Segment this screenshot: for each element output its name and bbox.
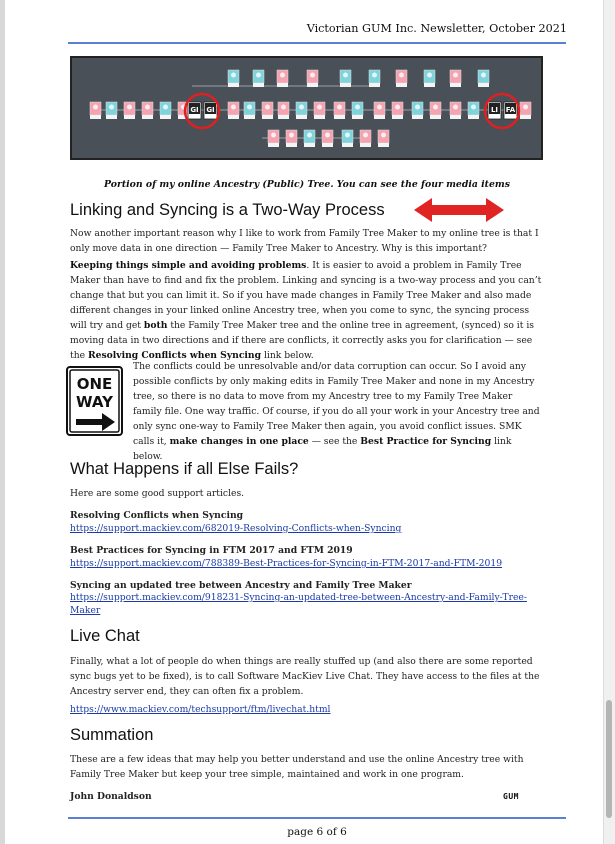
section-heading-fails: What Happens if all Else Fails? <box>70 460 299 478</box>
section-heading-linking: Linking and Syncing is a Two-Way Process <box>70 201 385 219</box>
person-card <box>334 102 345 119</box>
person-card <box>278 102 289 119</box>
ancestry-tree-figure <box>70 56 543 160</box>
person-card <box>430 102 441 119</box>
person-card <box>262 102 273 119</box>
article-link-3[interactable]: https://support.mackiev.com/918231-Syncing-an-updated-tree-between-Ancestry-and-Family-Tree-Maker <box>70 592 527 616</box>
person-card <box>160 102 171 119</box>
paragraph-keeping-simple <box>70 258 544 363</box>
live-chat-link[interactable]: https://www.mackiev.com/techsupport/ftm/livechat.html <box>70 704 331 715</box>
person-card <box>424 70 435 87</box>
person-card <box>378 130 389 147</box>
media-item <box>188 102 201 119</box>
person-card <box>268 130 279 147</box>
two-way-arrow-icon <box>414 197 504 223</box>
paragraph-summation: These are a few ideas that may help you better understand and use the online Ancestry tree with Family Tree Maker but keep your tree simple, maintained and work in one program. <box>70 754 524 780</box>
text-span: . It is easier to avoid a problem in Family Tree Maker than have to find and fix the problem. Linking and syncing is a two-way process and you can’t change that but you can limit it. So if you have made changes in Family Tree Maker and also made different changes in your linked online Ancestry tree, when you come to sync, the syncing process will try and get <box>70 260 542 331</box>
section-heading-summation: Summation <box>70 726 154 744</box>
media-item <box>488 102 501 119</box>
page-number: page 6 of 6 <box>287 826 347 838</box>
bold-best-practice-link: Best Practice for Syncing <box>360 436 492 447</box>
bold-one-place: make changes in one place <box>169 436 309 447</box>
person-card <box>412 102 423 119</box>
person-card <box>392 102 403 119</box>
person-card <box>296 102 307 119</box>
person-card <box>286 130 297 147</box>
bold-keeping-simple: Keeping things simple and avoiding problems <box>70 260 307 271</box>
person-card <box>253 70 264 87</box>
sign-text-one: ONE <box>76 375 113 393</box>
section-heading-live-chat: Live Chat <box>70 627 140 645</box>
bold-both: both <box>143 320 168 331</box>
person-card <box>374 102 385 119</box>
one-way-sign-icon <box>66 366 123 436</box>
scrollbar-thumb[interactable] <box>606 700 612 818</box>
person-card <box>314 102 325 119</box>
person-card <box>450 102 461 119</box>
person-card <box>360 130 371 147</box>
person-card <box>277 70 288 87</box>
paragraph-intro: Now another important reason why I like to work from Family Tree Maker to my online tree is that I only move data in one direction — Family Tree Maker to Ancestry. Why is this important? <box>70 228 539 254</box>
media-item <box>504 102 517 119</box>
article-link-2[interactable]: https://support.mackiev.com/788389-Best-Practices-for-Syncing-in-FTM-2017-and-FTM-2019 <box>70 558 503 569</box>
tree-diagram <box>72 58 541 158</box>
media-label: GI <box>190 106 199 114</box>
media-label: LI <box>490 106 499 114</box>
text-span: link below. <box>133 436 512 462</box>
bold-resolving-link: Resolving Conflicts when Syncing <box>87 350 262 361</box>
author-name: John Donaldson <box>70 791 152 802</box>
newsletter-header: Victorian GUM Inc. Newsletter, October 2021 <box>306 22 567 35</box>
text-span: link below. <box>261 350 314 361</box>
gum-logo: GUM <box>503 792 519 801</box>
person-card <box>244 102 255 119</box>
person-card <box>106 102 117 119</box>
text-span: The conflicts could be unresolvable and/or data corruption can occur. So I avoid any possible conflicts by only making edits in Family Tree Maker and none in my Ancestry tree, so there is no data to move from my Ancestry tree to my Family Tree Maker family file. One way traffic. Of course, if you do all your work in your Ancestry tree and only sync one-way to Family Tree Maker then again, you avoid conflict issues. SMK calls it, <box>133 361 540 447</box>
text-span: the Family Tree Maker tree and the online tree in agreement, (synced) so it is moving data in two directions and if there are conflicts, it correctly asks you for clarification — see the <box>70 320 535 361</box>
header-rule <box>68 42 566 44</box>
article-title-3: Syncing an updated tree between Ancestry and Family Tree Maker <box>70 580 412 591</box>
article-title-1: Resolving Conflicts when Syncing <box>70 510 244 521</box>
media-label: FA <box>505 106 516 114</box>
media-item <box>204 102 217 119</box>
person-card <box>124 102 135 119</box>
text-span: — see the <box>308 436 361 447</box>
person-card <box>520 102 531 119</box>
person-card <box>142 102 153 119</box>
figure-caption: Portion of my online Ancestry (Public) Tree. You can see the four media items <box>104 179 510 190</box>
person-card <box>342 130 353 147</box>
person-card <box>90 102 101 119</box>
person-card <box>228 70 239 87</box>
article-title-2: Best Practices for Syncing in FTM 2017 and FTM 2019 <box>70 545 353 556</box>
person-card <box>304 130 315 147</box>
person-card <box>478 70 489 87</box>
window-left-edge <box>0 0 5 844</box>
person-card <box>396 70 407 87</box>
person-card <box>369 70 380 87</box>
person-card <box>307 70 318 87</box>
person-card <box>322 130 333 147</box>
media-label: GI <box>206 106 215 114</box>
paragraph-live-chat: Finally, what a lot of people do when things are really stuffed up (and also there are some reported sync bugs yet to be fixed), is to call Software MacKiev Live Chat. They have access to the files at the Ancestry server end, they can often fix a problem. <box>70 656 540 697</box>
support-intro: Here are some good support articles. <box>70 488 245 499</box>
paragraph-conflicts <box>133 359 543 464</box>
person-card <box>352 102 363 119</box>
article-link-1[interactable]: https://support.mackiev.com/682019-Resolving-Conflicts-when-Syncing <box>70 523 402 534</box>
person-card <box>450 70 461 87</box>
person-card <box>340 70 351 87</box>
person-card <box>468 102 479 119</box>
person-card <box>228 102 239 119</box>
sign-text-way: WAY <box>76 393 113 411</box>
footer-rule <box>68 817 566 819</box>
